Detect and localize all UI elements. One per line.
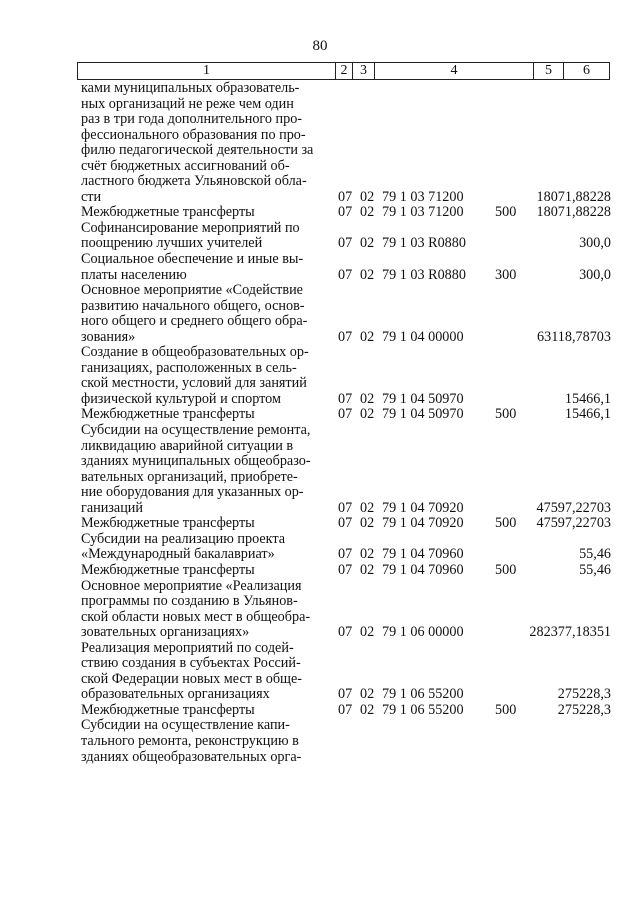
row-name [81, 205, 330, 221]
row-name-line: ганизаций [81, 499, 143, 516]
table-row [81, 221, 611, 252]
section-code: 07 [338, 390, 353, 407]
section-code: 07 [338, 188, 353, 205]
row-codes [338, 516, 525, 532]
row-amount: 18071,88228 [536, 204, 611, 221]
row-name-line: зования» [81, 328, 136, 345]
row-name-line: ние оборудования для указанных ор- [81, 484, 304, 501]
row-codes [338, 392, 525, 408]
section-code: 07 [338, 701, 353, 718]
row-codes [338, 547, 525, 563]
row-name [81, 579, 330, 641]
row-name-line: ствию создания в субъектах Россий- [81, 655, 301, 672]
row-name-line: Субсидии на реализацию проекта [81, 530, 286, 547]
target-article-code: 79 1 03 71200 [382, 188, 464, 205]
page-number: 80 [312, 38, 328, 54]
row-codes [338, 205, 525, 221]
table-row [81, 252, 611, 283]
target-article-code: 79 1 04 70920 [382, 515, 464, 532]
row-name-line: ного общего и среднего общего обра- [81, 313, 308, 330]
subsection-code: 02 [360, 624, 375, 641]
row-amount: 55,46 [579, 546, 611, 563]
subsection-code: 02 [360, 390, 375, 407]
table-row [81, 407, 611, 423]
header-col-5: 5 [534, 63, 564, 79]
row-amount: 18071,88228 [536, 188, 611, 205]
target-article-code: 79 1 04 00000 [382, 328, 464, 345]
row-name-line: физической культурой и спортом [81, 390, 281, 407]
row-name [81, 516, 330, 532]
row-name-line: раз в три года дополнительного про- [81, 111, 303, 128]
row-name [81, 718, 330, 765]
header-col-2: 2 [336, 63, 353, 79]
row-name-line: поощрению лучших учителей [81, 235, 263, 252]
header-col-1: 1 [78, 63, 336, 79]
header-col-3: 3 [353, 63, 375, 79]
row-name-line: Основное мероприятие «Реализация [81, 577, 302, 594]
table-row [81, 345, 611, 407]
row-name [81, 423, 330, 516]
expense-type-code: 500 [495, 204, 517, 221]
row-codes [338, 687, 525, 703]
table-row [81, 532, 611, 563]
subsection-code: 02 [360, 188, 375, 205]
row-codes [338, 407, 525, 423]
row-name-line: Софинансирование мероприятий по [81, 219, 300, 236]
row-name-line: счёт бюджетных ассигнований об- [81, 157, 290, 174]
section-code: 07 [338, 406, 353, 423]
row-name-line: зданиях муниципальных общеобразо- [81, 453, 311, 470]
table-row [81, 516, 611, 532]
row-name-line: ской местности, условий для занятий [81, 375, 307, 392]
row-name-line: вательных организаций, приобрете- [81, 468, 298, 485]
row-amount: 300,0 [579, 266, 611, 283]
row-name [81, 407, 330, 423]
row-name-line: ской Федерации новых мест в обще- [81, 670, 302, 687]
table-row [81, 205, 611, 221]
table-row [81, 703, 611, 719]
row-name-line: Межбюджетные трансферты [81, 561, 255, 578]
row-codes [338, 236, 525, 252]
row-amount: 282377,18351 [529, 624, 611, 641]
row-name [81, 641, 330, 703]
row-name-line: ластного бюджета Ульяновской обла- [81, 173, 307, 190]
row-amount: 47597,22703 [536, 515, 611, 532]
expense-type-code: 500 [495, 406, 517, 423]
table-body [81, 81, 611, 765]
row-name [81, 81, 330, 205]
row-name [81, 532, 330, 563]
row-amount: 15466,1 [564, 390, 611, 407]
table-row [81, 641, 611, 703]
target-article-code: 79 1 04 50970 [382, 390, 464, 407]
table-row [81, 718, 611, 765]
row-name [81, 283, 330, 345]
row-name-line: платы населению [81, 266, 187, 283]
row-amount: 300,0 [579, 235, 611, 252]
subsection-code: 02 [360, 266, 375, 283]
row-name-line: «Международный бакалавриат» [81, 546, 275, 563]
row-amount: 47597,22703 [536, 499, 611, 516]
table-row [81, 283, 611, 345]
section-code: 07 [338, 561, 353, 578]
target-article-code: 79 1 04 70920 [382, 499, 464, 516]
subsection-code: 02 [360, 515, 375, 532]
subsection-code: 02 [360, 328, 375, 345]
section-code: 07 [338, 266, 353, 283]
row-amount: 55,46 [579, 561, 611, 578]
row-name [81, 563, 330, 579]
row-name-line: развитию начального общего, основ- [81, 297, 305, 314]
row-name-line: образовательных организациях [81, 686, 270, 703]
row-name-line: зовательных организациях» [81, 624, 250, 641]
row-name [81, 703, 330, 719]
target-article-code: 79 1 06 55200 [382, 701, 464, 718]
row-name-line: Социальное обеспечение и иные вы- [81, 251, 304, 268]
row-name [81, 252, 330, 283]
row-name-line: ской области новых мест в общеобра- [81, 608, 311, 625]
row-name-line: ками муниципальных образователь- [81, 80, 300, 96]
subsection-code: 02 [360, 406, 375, 423]
target-article-code: 79 1 04 70960 [382, 546, 464, 563]
table-header [77, 62, 610, 80]
row-name-line: фессионального образования по про- [81, 126, 306, 143]
section-code: 07 [338, 686, 353, 703]
row-codes [338, 563, 525, 579]
subsection-code: 02 [360, 561, 375, 578]
row-name-line: ных организаций не реже чем один [81, 95, 294, 112]
section-code: 07 [338, 499, 353, 516]
row-codes [338, 750, 525, 766]
target-article-code: 79 1 03 R0880 [382, 266, 466, 283]
target-article-code: 79 1 06 00000 [382, 624, 464, 641]
row-name-line: тального ремонта, реконструкцию в [81, 732, 299, 749]
section-code: 07 [338, 204, 353, 221]
row-name-line: Субсидии на осуществление капи- [81, 717, 290, 734]
row-amount: 63118,78703 [537, 328, 611, 345]
subsection-code: 02 [360, 499, 375, 516]
row-codes [338, 268, 525, 284]
table-row [81, 563, 611, 579]
target-article-code: 79 1 06 55200 [382, 686, 464, 703]
section-code: 07 [338, 546, 353, 563]
row-codes [338, 501, 525, 517]
row-name-line: Основное мероприятие «Содействие [81, 282, 303, 299]
row-name [81, 345, 330, 407]
row-name-line: Создание в общеобразовательных ор- [81, 344, 309, 361]
header-col-6: 6 [583, 63, 590, 78]
row-amount: 275228,3 [557, 686, 611, 703]
row-name-line: Субсидии на осуществление ремонта, [81, 422, 311, 439]
table-row [81, 81, 611, 205]
row-name-line: зданиях общеобразовательных орга- [81, 748, 302, 765]
section-code: 07 [338, 328, 353, 345]
row-codes [338, 703, 525, 719]
subsection-code: 02 [360, 701, 375, 718]
row-name-line: филю педагогической деятельности за [81, 142, 314, 159]
target-article-code: 79 1 04 70960 [382, 561, 464, 578]
section-code: 07 [338, 235, 353, 252]
expense-type-code: 500 [495, 561, 517, 578]
row-name-line: ликвидацию аварийной ситуации в [81, 437, 294, 454]
row-name-line: Межбюджетные трансферты [81, 406, 255, 423]
table-row [81, 579, 611, 641]
row-name-line: Реализация мероприятий по содей- [81, 639, 294, 656]
row-amount: 15466,1 [564, 406, 611, 423]
row-name-line: ганизациях, расположенных в сель- [81, 359, 297, 376]
section-code: 07 [338, 624, 353, 641]
subsection-code: 02 [360, 235, 375, 252]
row-name [81, 221, 330, 252]
target-article-code: 79 1 03 71200 [382, 204, 464, 221]
row-name-line: Межбюджетные трансферты [81, 701, 255, 718]
expense-type-code: 300 [495, 266, 517, 283]
row-name-line: Межбюджетные трансферты [81, 515, 255, 532]
header-col-4: 4 [375, 63, 534, 79]
expense-type-code: 500 [495, 701, 517, 718]
row-name-line: Межбюджетные трансферты [81, 204, 255, 221]
row-amount: 275228,3 [557, 701, 611, 718]
section-code: 07 [338, 515, 353, 532]
subsection-code: 02 [360, 686, 375, 703]
table-row [81, 423, 611, 516]
row-codes [338, 625, 525, 641]
row-codes [338, 190, 525, 206]
row-name-line: программы по созданию в Ульянов- [81, 593, 298, 610]
subsection-code: 02 [360, 204, 375, 221]
expense-type-code: 500 [495, 515, 517, 532]
subsection-code: 02 [360, 546, 375, 563]
target-article-code: 79 1 03 R0880 [382, 235, 466, 252]
row-name-line: сти [81, 188, 102, 205]
row-codes [338, 330, 525, 346]
target-article-code: 79 1 04 50970 [382, 406, 464, 423]
